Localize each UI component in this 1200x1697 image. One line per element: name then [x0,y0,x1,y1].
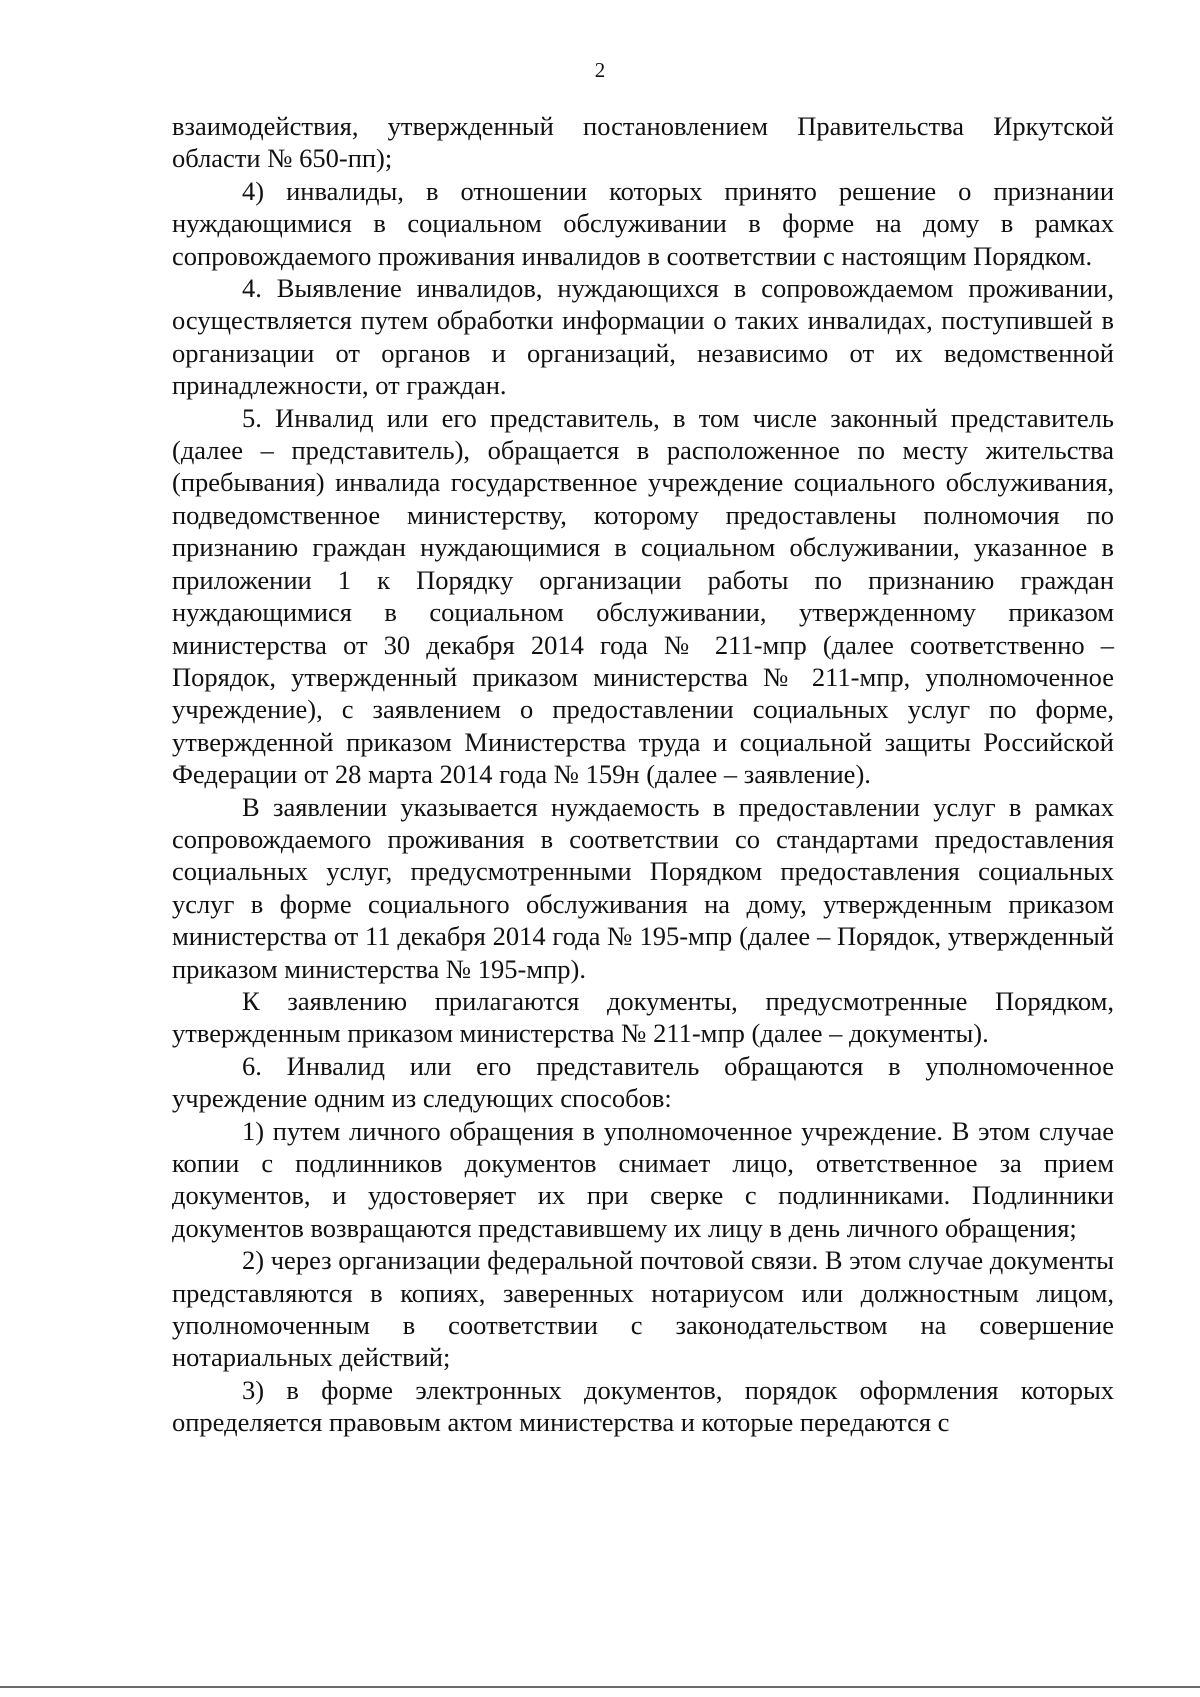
paragraph-attached-documents: К заявлению прилагаются документы, предусмотренные Порядком, утвержденным приказом министерства № 211-мпр (далее – документы). [172,985,1114,1049]
document-body [172,110,1114,1439]
paragraph-section-6: 6. Инвалид или его представитель обращаются в уполномоченное учреждение одним из следующих способов: [172,1050,1114,1114]
paragraph-method-3: 3) в форме электронных документов, порядок оформления которых определяется правовым актом министерства и которые передаются с [172,1374,1114,1438]
paragraph-application-content: В заявлении указывается нуждаемость в предоставлении услуг в рамках сопровождаемого проживания в соответствии со стандартами предоставления социальных услуг, предусмотренными Порядком предоставления социальных услуг в форме социального обслуживания на дому, утвержденным приказом министерства от 11 декабря 2014 года № 195-мпр (далее – Порядок, утвержденный приказом министерства № 195-мпр). [172,791,1114,984]
paragraph-section-4: 4. Выявление инвалидов, нуждающихся в сопровождаемом проживании, осуществляется путем обработки информации о таких инвалидах, поступившей в организации от органов и организаций, независимо от их ведомственной принадлежности, от граждан. [172,273,1114,401]
paragraph-item-4: 4) инвалиды, в отношении которых принято решение о признании нуждающимися в социальном обслуживании в форме на дому в рамках сопровождаемого проживания инвалидов в соответствии с настоящим Порядком. [172,175,1114,271]
paragraph-method-1: 1) путем личного обращения в уполномоченное учреждение. В этом случае копии с подлинников документов снимает лицо, ответственное за прием документов, и удостоверяет их при сверке с подлинниками. Подлинники документов возвращаются представившему их лицу в день личного обращения; [172,1115,1114,1243]
paragraph-method-2: 2) через организации федеральной почтовой связи. В этом случае документы представляются в копиях, заверенных нотариусом или должностным лицом, уполномоченным в соответствии с законодательством на совершение нотариальных действий; [172,1245,1114,1373]
paragraph-continuation: взаимодействия, утвержденный постановлением Правительства Иркутской области № 650-пп); [172,111,1114,174]
page-number: 2 [594,58,606,82]
paragraph-section-5: 5. Инвалид или его представитель, в том числе законный представитель (далее – представитель), обращается в расположенное по месту жительства (пребывания) инвалида государственное учреждение социального обслуживания, подведомственное министерству, которому предоставлены полномочия по признанию граждан нуждающимися в социальном обслуживании, указанное в приложении 1 к Порядку организации работы по признанию граждан нуждающимися в социальном обслуживании, утвержденному приказом министерства от 30 декабря 2014 года № 211-мпр (далее соответственно – Порядок, утвержденный приказом министерства № 211-мпр, уполномоченное учреждение), с заявлением о предоставлении социальных услуг по форме, утвержденной приказом Министерства труда и социальной защиты Российской Федерации от 28 марта 2014 года № 159н (далее – заявление). [172,402,1114,790]
page-bottom-edge-line [0,1686,1200,1688]
